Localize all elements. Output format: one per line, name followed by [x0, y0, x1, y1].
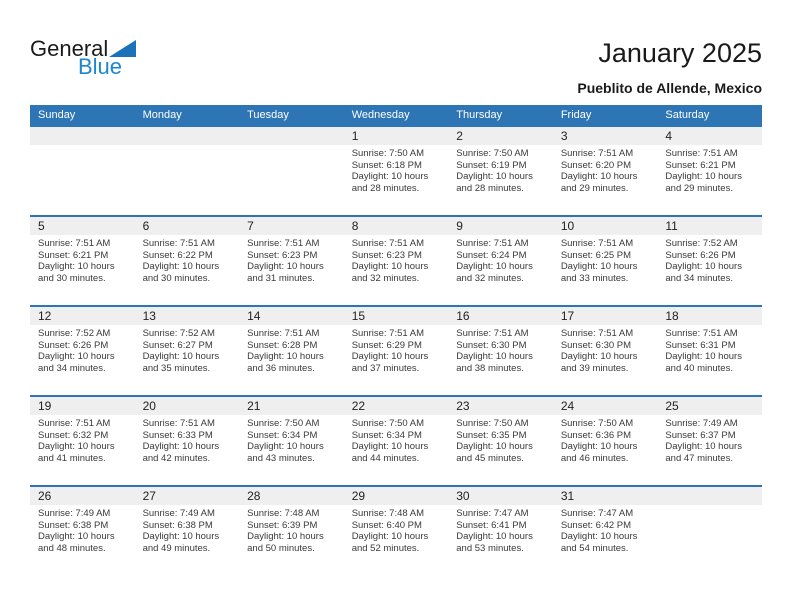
sunrise-text: Sunrise: 7:51 AM: [351, 328, 425, 339]
day-details: [135, 505, 240, 554]
day-number: 2: [448, 127, 553, 145]
sunset-text: Sunset: 6:30 PM: [560, 339, 632, 351]
calendar-cell: [553, 486, 658, 575]
day-details: [553, 235, 658, 284]
daylight-text: Daylight: 10 hours and 29 minutes.: [560, 171, 638, 194]
calendar-cell: [30, 396, 135, 486]
sunrise-text: Sunrise: 7:51 AM: [38, 418, 111, 429]
general-blue-logo: [30, 38, 136, 78]
sunset-text: Sunset: 6:41 PM: [456, 519, 527, 531]
daylight-text: Daylight: 10 hours and 31 minutes.: [247, 261, 324, 284]
day-details: [448, 415, 553, 464]
sunrise-text: Sunrise: 7:51 AM: [38, 238, 111, 249]
day-details: [344, 415, 449, 464]
daylight-text: Daylight: 10 hours and 28 minutes.: [351, 171, 429, 194]
day-details: [553, 325, 658, 374]
day-details: [30, 415, 135, 464]
week-row: [30, 396, 762, 486]
day-number: 24: [553, 397, 658, 415]
daylight-text: Daylight: 10 hours and 37 minutes.: [351, 351, 429, 374]
daylight-text: Daylight: 10 hours and 32 minutes.: [351, 261, 429, 284]
day-number: 8: [344, 217, 449, 235]
daylight-text: Daylight: 10 hours and 38 minutes.: [456, 351, 533, 374]
daylight-text: Daylight: 10 hours and 30 minutes.: [142, 261, 220, 284]
calendar-cell-empty: [239, 126, 344, 216]
day-details: [448, 145, 553, 194]
sunrise-text: Sunrise: 7:51 AM: [456, 238, 529, 249]
calendar-body: [30, 126, 762, 575]
daylight-text: Daylight: 10 hours and 28 minutes.: [456, 171, 533, 194]
sunrise-text: Sunrise: 7:51 AM: [351, 238, 425, 249]
day-number: 27: [135, 487, 240, 505]
sunset-text: Sunset: 6:37 PM: [665, 429, 736, 441]
weekday-header-saturday: Saturday: [657, 105, 762, 126]
calendar-cell: [30, 486, 135, 575]
day-details: [239, 505, 344, 554]
day-details: [135, 325, 240, 374]
sunset-text: Sunset: 6:38 PM: [142, 519, 213, 531]
day-details: [657, 145, 762, 194]
day-details: [30, 325, 135, 374]
daylight-text: Daylight: 10 hours and 34 minutes.: [665, 261, 742, 284]
day-number: 9: [448, 217, 553, 235]
week-row: [30, 216, 762, 306]
sunrise-text: Sunrise: 7:51 AM: [142, 418, 215, 429]
calendar-cell: [657, 396, 762, 486]
day-number: 12: [30, 307, 135, 325]
calendar-cell: [448, 396, 553, 486]
day-details: [135, 235, 240, 284]
day-number: 7: [239, 217, 344, 235]
day-details: [657, 325, 762, 374]
day-number: 3: [553, 127, 658, 145]
calendar-cell: [448, 126, 553, 216]
calendar-cell: [553, 306, 658, 396]
calendar-cell: [135, 486, 240, 575]
sunrise-text: Sunrise: 7:51 AM: [665, 328, 738, 339]
calendar-cell: [135, 306, 240, 396]
calendar-cell-empty: [135, 126, 240, 216]
daylight-text: Daylight: 10 hours and 42 minutes.: [142, 441, 220, 464]
sunrise-text: Sunrise: 7:47 AM: [456, 508, 529, 519]
sunrise-text: Sunrise: 7:51 AM: [665, 148, 738, 159]
day-number: 15: [344, 307, 449, 325]
day-details: [448, 505, 553, 554]
day-number: 19: [30, 397, 135, 415]
sunrise-text: Sunrise: 7:51 AM: [560, 148, 634, 159]
day-details: [30, 235, 135, 284]
day-number: [135, 127, 240, 145]
sunset-text: Sunset: 6:19 PM: [456, 159, 527, 171]
weekday-header-sunday: Sunday: [30, 105, 135, 126]
daylight-text: Daylight: 10 hours and 45 minutes.: [456, 441, 533, 464]
calendar-cell: [239, 396, 344, 486]
sunrise-text: Sunrise: 7:49 AM: [142, 508, 215, 519]
page-title: January 2025: [598, 38, 762, 68]
day-number: 4: [657, 127, 762, 145]
day-number: 11: [657, 217, 762, 235]
calendar-cell: [553, 126, 658, 216]
day-details: [344, 235, 449, 284]
location-subtitle: Pueblito de Allende, Mexico: [577, 80, 762, 96]
weekday-header-tuesday: Tuesday: [239, 105, 344, 126]
daylight-text: Daylight: 10 hours and 50 minutes.: [247, 531, 324, 554]
sunrise-text: Sunrise: 7:51 AM: [247, 238, 320, 249]
weekday-header-friday: Friday: [553, 105, 658, 126]
calendar-cell: [553, 216, 658, 306]
daylight-text: Daylight: 10 hours and 43 minutes.: [247, 441, 324, 464]
calendar-cell: [135, 216, 240, 306]
sunrise-text: Sunrise: 7:51 AM: [560, 238, 634, 249]
sunrise-text: Sunrise: 7:52 AM: [142, 328, 215, 339]
daylight-text: Daylight: 10 hours and 47 minutes.: [665, 441, 742, 464]
day-details: [344, 145, 449, 194]
sunrise-text: Sunrise: 7:52 AM: [38, 328, 111, 339]
sunset-text: Sunset: 6:28 PM: [247, 339, 318, 351]
day-number: [657, 487, 762, 505]
calendar-cell: [239, 216, 344, 306]
sunset-text: Sunset: 6:31 PM: [665, 339, 736, 351]
day-details: [657, 415, 762, 464]
sunrise-text: Sunrise: 7:50 AM: [456, 418, 529, 429]
day-number: 10: [553, 217, 658, 235]
sunset-text: Sunset: 6:29 PM: [351, 339, 422, 351]
calendar-cell: [239, 306, 344, 396]
weekday-header-wednesday: Wednesday: [344, 105, 449, 126]
daylight-text: Daylight: 10 hours and 33 minutes.: [560, 261, 638, 284]
sunset-text: Sunset: 6:38 PM: [38, 519, 109, 531]
calendar-cell: [448, 306, 553, 396]
sunset-text: Sunset: 6:42 PM: [560, 519, 632, 531]
day-details: [30, 505, 135, 554]
daylight-text: Daylight: 10 hours and 44 minutes.: [351, 441, 429, 464]
daylight-text: Daylight: 10 hours and 52 minutes.: [351, 531, 429, 554]
weekday-row: [30, 105, 762, 126]
calendar-cell-empty: [30, 126, 135, 216]
daylight-text: Daylight: 10 hours and 36 minutes.: [247, 351, 324, 374]
sunset-text: Sunset: 6:20 PM: [560, 159, 632, 171]
sunrise-text: Sunrise: 7:51 AM: [142, 238, 215, 249]
sunset-text: Sunset: 6:34 PM: [247, 429, 318, 441]
day-number: 30: [448, 487, 553, 505]
day-details: [344, 505, 449, 554]
day-details: [448, 325, 553, 374]
sunrise-text: Sunrise: 7:50 AM: [560, 418, 634, 429]
week-row: [30, 486, 762, 575]
sunrise-text: Sunrise: 7:52 AM: [665, 238, 738, 249]
sunset-text: Sunset: 6:18 PM: [351, 159, 422, 171]
day-number: 21: [239, 397, 344, 415]
sunset-text: Sunset: 6:25 PM: [560, 249, 632, 261]
day-details: [657, 235, 762, 284]
day-number: 5: [30, 217, 135, 235]
daylight-text: Daylight: 10 hours and 30 minutes.: [38, 261, 115, 284]
sunrise-text: Sunrise: 7:49 AM: [665, 418, 738, 429]
sunset-text: Sunset: 6:32 PM: [38, 429, 109, 441]
day-details: [553, 415, 658, 464]
logo-word-general: General: [30, 36, 109, 61]
daylight-text: Daylight: 10 hours and 39 minutes.: [560, 351, 638, 374]
daylight-text: Daylight: 10 hours and 54 minutes.: [560, 531, 638, 554]
calendar-table: [30, 105, 762, 575]
calendar-cell: [657, 306, 762, 396]
calendar-cell: [448, 486, 553, 575]
day-number: 17: [553, 307, 658, 325]
calendar-cell: [553, 396, 658, 486]
day-details: [344, 325, 449, 374]
daylight-text: Daylight: 10 hours and 53 minutes.: [456, 531, 533, 554]
sunrise-text: Sunrise: 7:48 AM: [351, 508, 425, 519]
sunrise-text: Sunrise: 7:51 AM: [247, 328, 320, 339]
calendar-cell: [657, 216, 762, 306]
sunset-text: Sunset: 6:23 PM: [247, 249, 318, 261]
day-number: 29: [344, 487, 449, 505]
daylight-text: Daylight: 10 hours and 35 minutes.: [142, 351, 220, 374]
day-details: [448, 235, 553, 284]
sunset-text: Sunset: 6:26 PM: [38, 339, 109, 351]
sunset-text: Sunset: 6:34 PM: [351, 429, 422, 441]
calendar-cell: [239, 486, 344, 575]
sunrise-text: Sunrise: 7:51 AM: [456, 328, 529, 339]
sunset-text: Sunset: 6:30 PM: [456, 339, 527, 351]
sunset-text: Sunset: 6:39 PM: [247, 519, 318, 531]
daylight-text: Daylight: 10 hours and 40 minutes.: [665, 351, 742, 374]
sunset-text: Sunset: 6:21 PM: [665, 159, 736, 171]
day-details: [135, 415, 240, 464]
day-number: 22: [344, 397, 449, 415]
daylight-text: Daylight: 10 hours and 29 minutes.: [665, 171, 742, 194]
calendar-cell: [344, 216, 449, 306]
calendar-cell: [657, 126, 762, 216]
sunrise-text: Sunrise: 7:50 AM: [351, 148, 425, 159]
sunrise-text: Sunrise: 7:50 AM: [456, 148, 529, 159]
weekday-header-monday: Monday: [135, 105, 240, 126]
day-number: 16: [448, 307, 553, 325]
day-number: 14: [239, 307, 344, 325]
calendar-cell: [448, 216, 553, 306]
sunset-text: Sunset: 6:24 PM: [456, 249, 527, 261]
week-row: [30, 126, 762, 216]
calendar-cell: [30, 216, 135, 306]
calendar-cell: [344, 306, 449, 396]
day-number: 1: [344, 127, 449, 145]
day-number: 20: [135, 397, 240, 415]
day-details: [239, 415, 344, 464]
sunset-text: Sunset: 6:26 PM: [665, 249, 736, 261]
calendar-cell: [344, 486, 449, 575]
sunrise-text: Sunrise: 7:50 AM: [247, 418, 320, 429]
daylight-text: Daylight: 10 hours and 48 minutes.: [38, 531, 115, 554]
calendar-cell: [344, 396, 449, 486]
sunset-text: Sunset: 6:27 PM: [142, 339, 213, 351]
daylight-text: Daylight: 10 hours and 32 minutes.: [456, 261, 533, 284]
daylight-text: Daylight: 10 hours and 34 minutes.: [38, 351, 115, 374]
daylight-text: Daylight: 10 hours and 41 minutes.: [38, 441, 115, 464]
sunset-text: Sunset: 6:23 PM: [351, 249, 422, 261]
daylight-text: Daylight: 10 hours and 49 minutes.: [142, 531, 220, 554]
sunset-text: Sunset: 6:21 PM: [38, 249, 109, 261]
day-number: 6: [135, 217, 240, 235]
calendar-cell-empty: [657, 486, 762, 575]
day-number: 23: [448, 397, 553, 415]
day-number: [30, 127, 135, 145]
calendar-cell: [135, 396, 240, 486]
sunrise-text: Sunrise: 7:50 AM: [351, 418, 425, 429]
sunset-text: Sunset: 6:22 PM: [142, 249, 213, 261]
day-number: 25: [657, 397, 762, 415]
sunset-text: Sunset: 6:33 PM: [142, 429, 213, 441]
day-number: 28: [239, 487, 344, 505]
sunset-text: Sunset: 6:36 PM: [560, 429, 632, 441]
calendar-cell: [344, 126, 449, 216]
day-number: [239, 127, 344, 145]
sunrise-text: Sunrise: 7:49 AM: [38, 508, 111, 519]
calendar-cell: [30, 306, 135, 396]
sunrise-text: Sunrise: 7:47 AM: [560, 508, 634, 519]
day-number: 18: [657, 307, 762, 325]
logo-word-blue: Blue: [78, 54, 123, 79]
day-details: [553, 505, 658, 554]
sunset-text: Sunset: 6:35 PM: [456, 429, 527, 441]
day-details: [553, 145, 658, 194]
weekday-header-thursday: Thursday: [448, 105, 553, 126]
day-details: [239, 325, 344, 374]
day-number: 31: [553, 487, 658, 505]
daylight-text: Daylight: 10 hours and 46 minutes.: [560, 441, 638, 464]
sunrise-text: Sunrise: 7:51 AM: [560, 328, 634, 339]
day-number: 26: [30, 487, 135, 505]
week-row: [30, 306, 762, 396]
title-block: [577, 38, 762, 96]
sunset-text: Sunset: 6:40 PM: [351, 519, 422, 531]
sunrise-text: Sunrise: 7:48 AM: [247, 508, 320, 519]
day-details: [239, 235, 344, 284]
day-number: 13: [135, 307, 240, 325]
